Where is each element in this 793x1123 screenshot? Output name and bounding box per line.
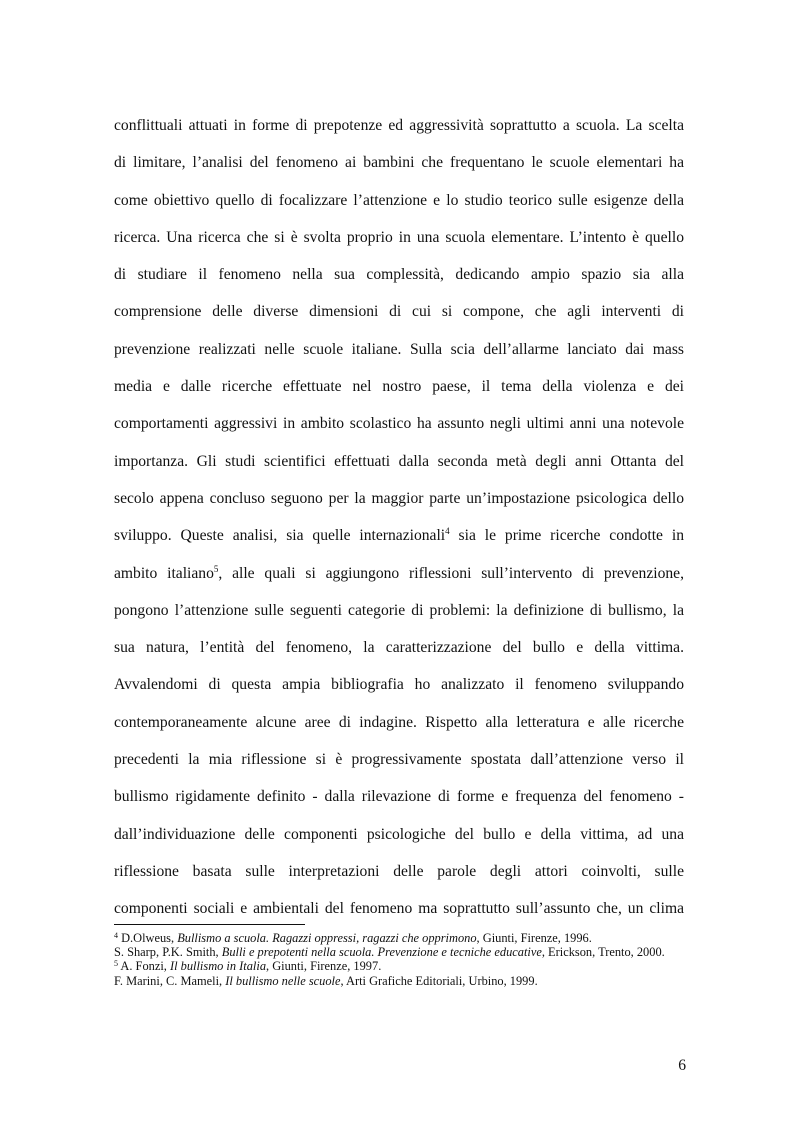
body-line-9: comportamenti aggressivi in ambito scolastico ha assunto negli ultimi anni una notevole: [114, 415, 684, 433]
body-line-8: media e dalle ricerche effettuate nel nostro paese, il tema della violenza e dei: [114, 378, 684, 396]
page-number: 6: [678, 1057, 686, 1074]
footnote-5b-title: Il bullismo nelle scuole: [225, 973, 341, 988]
body-line-6: comprensione delle diverse dimensioni di cui si compone, che agli interventi di: [114, 303, 684, 321]
body-line-14: pongono l’attenzione sulle seguenti categorie di problemi: la definizione di bullismo, la: [114, 601, 684, 619]
body-line-7: prevenzione realizzati nelle scuole italiane. Sulla scia dell’allarme lanciato dai mass: [114, 340, 684, 358]
body-line-21: riflessione basata sulle interpretazioni delle parole degli attori coinvolti, sulle: [114, 862, 684, 880]
footnote-5-number: 5: [114, 959, 118, 969]
footnote-4b-publisher: , Erickson, Trento, 2000.: [541, 945, 665, 960]
body-line-13-text-a: ambito italiano: [114, 564, 214, 582]
body-line-12-text-a: sviluppo. Queste analisi, sia quelle internazionali: [114, 527, 446, 545]
body-line-18: precedenti la mia riflessione si è progressivamente spostata dall’attenzione verso il: [114, 751, 684, 769]
footnote-5b-publisher: , Arti Grafiche Editoriali, Urbino, 1999.: [340, 973, 538, 988]
body-line-4: ricerca. Una ricerca che si è svolta proprio in una scuola elementare. L’intento è quello: [114, 228, 684, 246]
footnote-4-number: 4: [114, 931, 118, 940]
body-line-10: importanza. Gli studi scientifici effettuati dalla seconda metà degli anni Ottanta del: [114, 452, 684, 470]
body-line-12-text-b: sia le prime ricerche condotte in: [449, 527, 684, 545]
body-line-5: di studiare il fenomeno nella sua complessità, dedicando ampio spazio sia alla: [114, 266, 684, 284]
body-line-12: [114, 517, 684, 554]
body-line-11: secolo appena concluso seguono per la maggior parte un’impostazione psicologica dello: [114, 489, 684, 507]
body-line-15: sua natura, l’entità del fenomeno, la caratterizzazione del bullo e della vittima.: [114, 639, 684, 657]
footnote-5-author: A. Fonzi,: [118, 959, 170, 974]
footnote-4b-author: S. Sharp, P.K. Smith,: [114, 945, 222, 960]
body-line-2: di limitare, l’analisi del fenomeno ai bambini che frequentano le scuole elementari ha: [114, 154, 684, 172]
footnote-ref-4[interactable]: 4: [445, 526, 450, 537]
footnote-4: [114, 931, 686, 945]
footnote-5-publisher: , Giunti, Firenze, 1997.: [266, 959, 382, 974]
footnote-4-author: D.Olweus,: [118, 931, 178, 945]
body-paragraph: [114, 107, 684, 928]
body-line-19: bullismo rigidamente definito - dalla rilevazione di forme e frequenza del fenomeno -: [114, 788, 684, 806]
footnote-5-title: Il bullismo in Italia: [169, 959, 267, 974]
body-line-20: dall’individuazione delle componenti psicologiche del bullo e della vittima, ad una: [114, 825, 684, 843]
footnote-5: [114, 959, 686, 973]
body-line-16: Avvalendomi di questa ampia bibliografia ho analizzato il fenomeno sviluppando: [114, 676, 684, 694]
footnote-4-second: [114, 945, 686, 959]
body-line-3: come obiettivo quello di focalizzare l’attenzione e lo studio teorico sulle esigenze della: [114, 191, 684, 209]
footnote-5b-author: F. Marini, C. Mameli,: [114, 973, 226, 988]
body-line-17: contemporaneamente alcune aree di indagine. Rispetto alla letteratura e alle ricerche: [114, 713, 684, 731]
body-line-13: [114, 555, 684, 592]
footnote-4b-title: Bulli e prepotenti nella scuola. Prevenzione e tecniche educative: [221, 945, 542, 960]
body-line-22: componenti sociali e ambientali del fenomeno ma soprattutto sull’assunto che, un clima: [114, 900, 684, 918]
footnote-5-second: [114, 974, 686, 988]
body-line-1: conflittuali attuati in forme di prepotenze ed aggressività soprattutto a scuola. La scelta: [114, 117, 684, 134]
footnote-4-publisher: , Giunti, Firenze, 1996.: [476, 931, 592, 945]
footnote-ref-5[interactable]: 5: [213, 563, 219, 574]
footnote-4-title: Bullismo a scuola. Ragazzi oppressi, ragazzi che opprimono: [177, 931, 477, 945]
body-line-13-text-b: , alle quali si aggiungono riflessioni sull’intervento di prevenzione,: [218, 564, 684, 582]
footnotes-section: [114, 931, 686, 988]
footnote-divider: [114, 924, 305, 925]
